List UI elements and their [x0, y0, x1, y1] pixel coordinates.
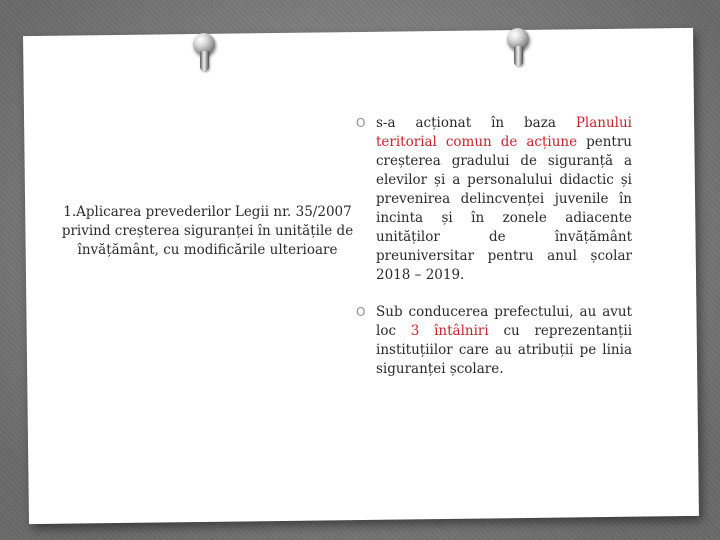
bullet-list [356, 114, 632, 379]
bullet-marker: O [356, 305, 366, 319]
highlight-text: Planului teritorial comun de acțiune [376, 115, 632, 150]
list-item [356, 303, 632, 379]
section-title: 1.Aplicarea prevederilor Legii nr. 35/2007 privind creșterea siguranței în unitățile de învățământ, cu modificările ulterioare [61, 204, 354, 258]
highlight-text: 3 întâlniri [410, 323, 489, 339]
bullet-text: cu reprezentanții instituțiilor care au atribuții pe linia siguranței școlare. [376, 323, 633, 377]
pushpin-icon [191, 33, 217, 73]
bullet-text: s-a acționat în baza [376, 115, 576, 131]
bullet-marker: O [356, 116, 366, 130]
bullet-text: pentru creșterea gradului de siguranță a elevilor și a personalului didactic și prevenirea delincvenței juvenile în incinta și în zonele adiacente unităților de învățământ preuniversitar pentru anul școlar 2018 – 2019. [376, 134, 632, 283]
list-item [356, 114, 632, 285]
pushpin-icon [505, 28, 531, 68]
bullet-text: Sub conducerea prefectului, au avut loc [376, 304, 632, 339]
